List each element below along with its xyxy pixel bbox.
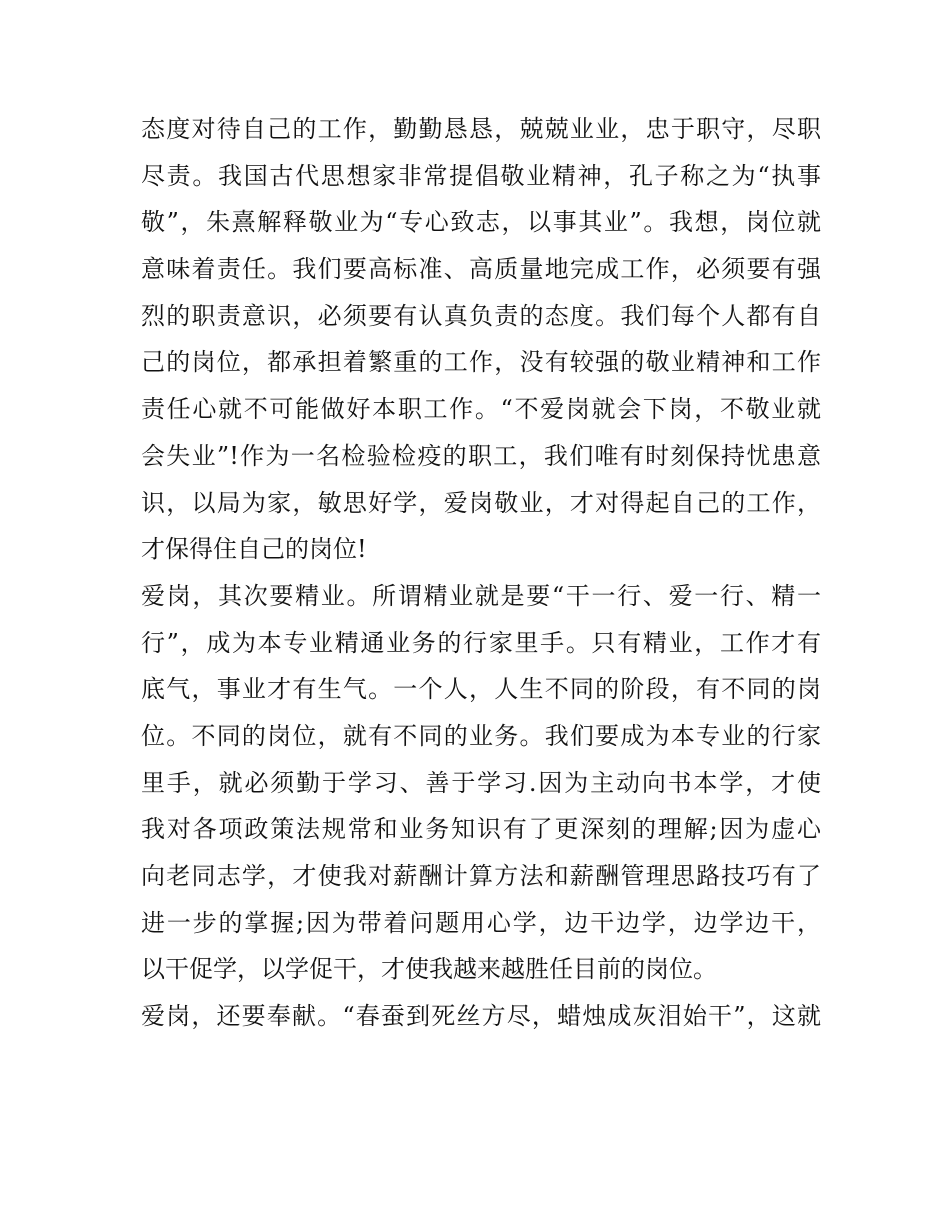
text-line: 态度对待自己的工作，勤勤恳恳，兢兢业业，忠于职守，尽职 [141,115,821,143]
text-line: 才保得住自己的岗位! [141,535,367,564]
text-line: 识，以局为家，敏思好学，爱岗敬业，才对得起自己的工作， [141,488,821,517]
text-line: 责任心就不可能做好本职工作。“不爱岗就会下岗，不敬业就 [141,395,821,424]
text-line: 向老同志学，才使我对薪酬计算方法和薪酬管理思路技巧有了 [141,862,821,890]
text-line: 己的岗位，都承担着繁重的工作，没有较强的敬业精神和工作 [141,348,821,377]
text-line: 以干促学，以学促干，才使我越来越胜任目前的岗位。 [141,955,717,984]
text-line: 位。不同的岗位，就有不同的业务。我们要成为本专业的行家 [141,721,821,750]
text-line: 底气，事业才有生气。一个人，人生不同的阶段，有不同的岗 [141,675,821,704]
document-body [141,106,821,1040]
text-line: 会失业”!作为一名检验检疫的职工，我们唯有时刻保持忧患意 [141,441,821,470]
text-line: 敬”，朱熹解释敬业为“专心致志，以事其业”。我想，岗位就 [141,208,821,237]
text-line: 进一步的掌握;因为带着问题用心学，边干边学，边学边干， [141,908,821,937]
text-line: 尽责。我国古代思想家非常提倡敬业精神，孔子称之为“执事 [141,161,821,190]
text-line: 爱岗，其次要精业。所谓精业就是要“干一行、爱一行、精一 [141,581,821,610]
text-line: 烈的职责意识，必须要有认真负责的态度。我们每个人都有自 [141,301,821,330]
text-line: 意味着责任。我们要高标准、高质量地完成工作，必须要有强 [141,255,821,284]
text-line: 我对各项政策法规常和业务知识有了更深刻的理解;因为虚心 [141,815,821,844]
text-line: 行”，成为本专业精通业务的行家里手。只有精业，工作才有 [141,628,821,657]
text-line: 爱岗，还要奉献。“春蚕到死丝方尽，蜡烛成灰泪始干”，这就 [141,1002,821,1031]
text-line: 里手，就必须勤于学习、善于学习.因为主动向书本学，才使 [141,768,821,797]
